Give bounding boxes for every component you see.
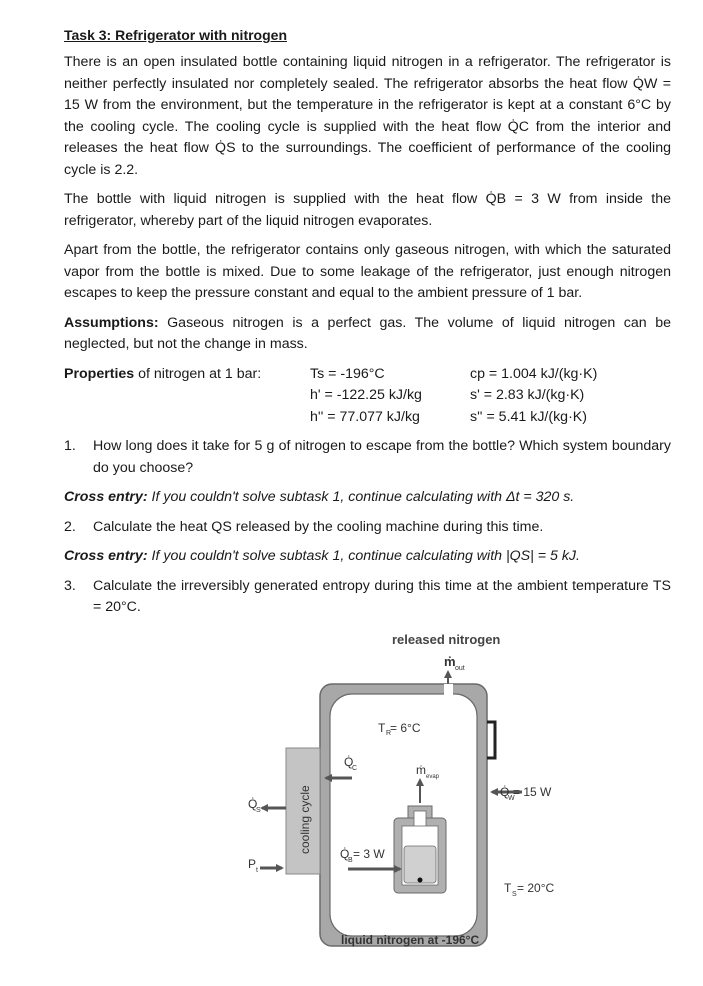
m-evap-symbol: ṁ bbox=[416, 763, 426, 777]
question-3 bbox=[64, 576, 671, 619]
pt-symbol: P bbox=[248, 857, 257, 871]
qs-subscript: S bbox=[256, 807, 261, 814]
properties-column-2 bbox=[470, 364, 670, 429]
m-out-subscript: out bbox=[455, 665, 465, 672]
ts-subscript: S bbox=[512, 891, 517, 898]
intro-paragraph: There is an open insulated bottle containing liquid nitrogen in a refrigerator. The refrigerator is neither perfectly insulated nor completely sealed. The refrigerator absorbs the heat flow Q̇W = 15 W from the environment, but the temperature in the refrigerator is kept at a constant 6°C by the cooling cycle. The cooling cycle is supplied with the heat flow Q̇C from the interior and releases the heat flow Q̇S to the surroundings. The coefficient of performance of the cooling cycle is 2.2. bbox=[64, 54, 671, 178]
task-title: Task 3: Refrigerator with nitrogen bbox=[64, 27, 287, 43]
cross-entry-label: Cross entry: bbox=[64, 548, 148, 564]
assumptions-label: Assumptions: bbox=[64, 314, 159, 331]
properties-heading bbox=[64, 364, 310, 429]
properties-column-1 bbox=[310, 364, 470, 429]
properties-label: Properties bbox=[64, 365, 135, 382]
leakage-paragraph: Apart from the bottle, the refrigerator contains only gaseous nitrogen, with which the saturated vapor from the bottle is mixed. Due to some leakage of the refrigerator, just enough nitrogen escapes to keep the pressure constant and equal to the ambient pressure of 1 bar. bbox=[64, 242, 671, 301]
outlet-gap bbox=[444, 684, 453, 695]
question-text: Calculate the heat QS released by the cooling machine during this time. bbox=[93, 518, 544, 535]
cross-entry-label: Cross entry: bbox=[64, 489, 148, 505]
ts-value: = 20°C bbox=[517, 881, 555, 895]
question-1 bbox=[64, 436, 671, 479]
assumptions-text: Gaseous nitrogen is a perfect gas. The volume of liquid nitrogen can be neglected, but not the change in mass. bbox=[64, 314, 671, 352]
cross-entry-text: If you couldn't solve subtask 1, continue calculating with Δt = 320 s. bbox=[147, 489, 575, 505]
property-ts: Ts = -196°C bbox=[310, 365, 385, 382]
m-out-symbol: ṁ bbox=[444, 654, 456, 669]
refrigerator-figure bbox=[230, 628, 590, 958]
qw-subscript: W bbox=[508, 795, 515, 802]
property-cp: cp = 1.004 kJ/(kg·K) bbox=[470, 365, 598, 382]
cooling-cycle-label: cooling cycle bbox=[298, 785, 312, 854]
question-2 bbox=[64, 517, 671, 539]
qb-subscript: B bbox=[348, 857, 353, 864]
qb-value: = 3 W bbox=[353, 847, 385, 861]
liquid-nitrogen bbox=[404, 846, 436, 883]
cross-entry-text: If you couldn't solve subtask 1, continue calculating with |QS| = 5 kJ. bbox=[147, 548, 580, 564]
qc-symbol: Q̇ bbox=[344, 755, 354, 769]
qc-subscript: C bbox=[352, 765, 358, 772]
m-evap-subscript: evap bbox=[426, 774, 440, 780]
liquid-nitrogen-label: liquid nitrogen at -196°C bbox=[341, 933, 480, 947]
door-handle bbox=[487, 722, 495, 758]
qw-value: = 15 W bbox=[513, 785, 552, 799]
question-number: 1. bbox=[64, 438, 76, 454]
question-number: 2. bbox=[64, 518, 76, 535]
question-text: How long does it take for 5 g of nitrogen to escape from the bottle? Which system boundary do you choose? bbox=[93, 438, 671, 476]
property-h-liquid: h' = -122.25 kJ/kg bbox=[310, 387, 422, 403]
question-text: Calculate the irreversibly generated entropy during this time at the ambient temperature TS = 20°C. bbox=[93, 577, 671, 615]
cross-entry-1 bbox=[64, 487, 671, 509]
property-s-liquid: s' = 2.83 kJ/(kg·K) bbox=[470, 387, 585, 403]
properties-suffix: of nitrogen at 1 bar: bbox=[134, 365, 262, 382]
liquid-point bbox=[418, 878, 423, 883]
pt-subscript: t bbox=[256, 867, 258, 874]
bottle-paragraph: The bottle with liquid nitrogen is supplied with the heat flow Q̇B = 3 W from inside the refrigerator, whereby part of the liquid nitrogen evaporates. bbox=[64, 191, 671, 229]
tr-symbol: T bbox=[378, 721, 386, 735]
tr-value: = 6°C bbox=[390, 721, 421, 735]
tr-subscript: R bbox=[386, 730, 392, 737]
property-s-vapor: s'' = 5.41 kJ/(kg·K) bbox=[470, 408, 587, 425]
ts-symbol: T bbox=[504, 881, 512, 895]
refrigerator-diagram bbox=[230, 628, 590, 958]
property-h-vapor: h'' = 77.077 kJ/kg bbox=[310, 408, 420, 425]
task-page bbox=[64, 26, 671, 627]
released-nitrogen-label: released nitrogen bbox=[392, 632, 501, 647]
qs-symbol: Q̇ bbox=[248, 797, 258, 811]
qb-symbol: Q̇ bbox=[340, 847, 350, 861]
properties-block bbox=[64, 364, 671, 429]
question-number: 3. bbox=[64, 577, 76, 594]
qw-symbol: Q̇ bbox=[500, 785, 510, 799]
assumptions-paragraph bbox=[64, 313, 671, 356]
cross-entry-2 bbox=[64, 546, 671, 568]
